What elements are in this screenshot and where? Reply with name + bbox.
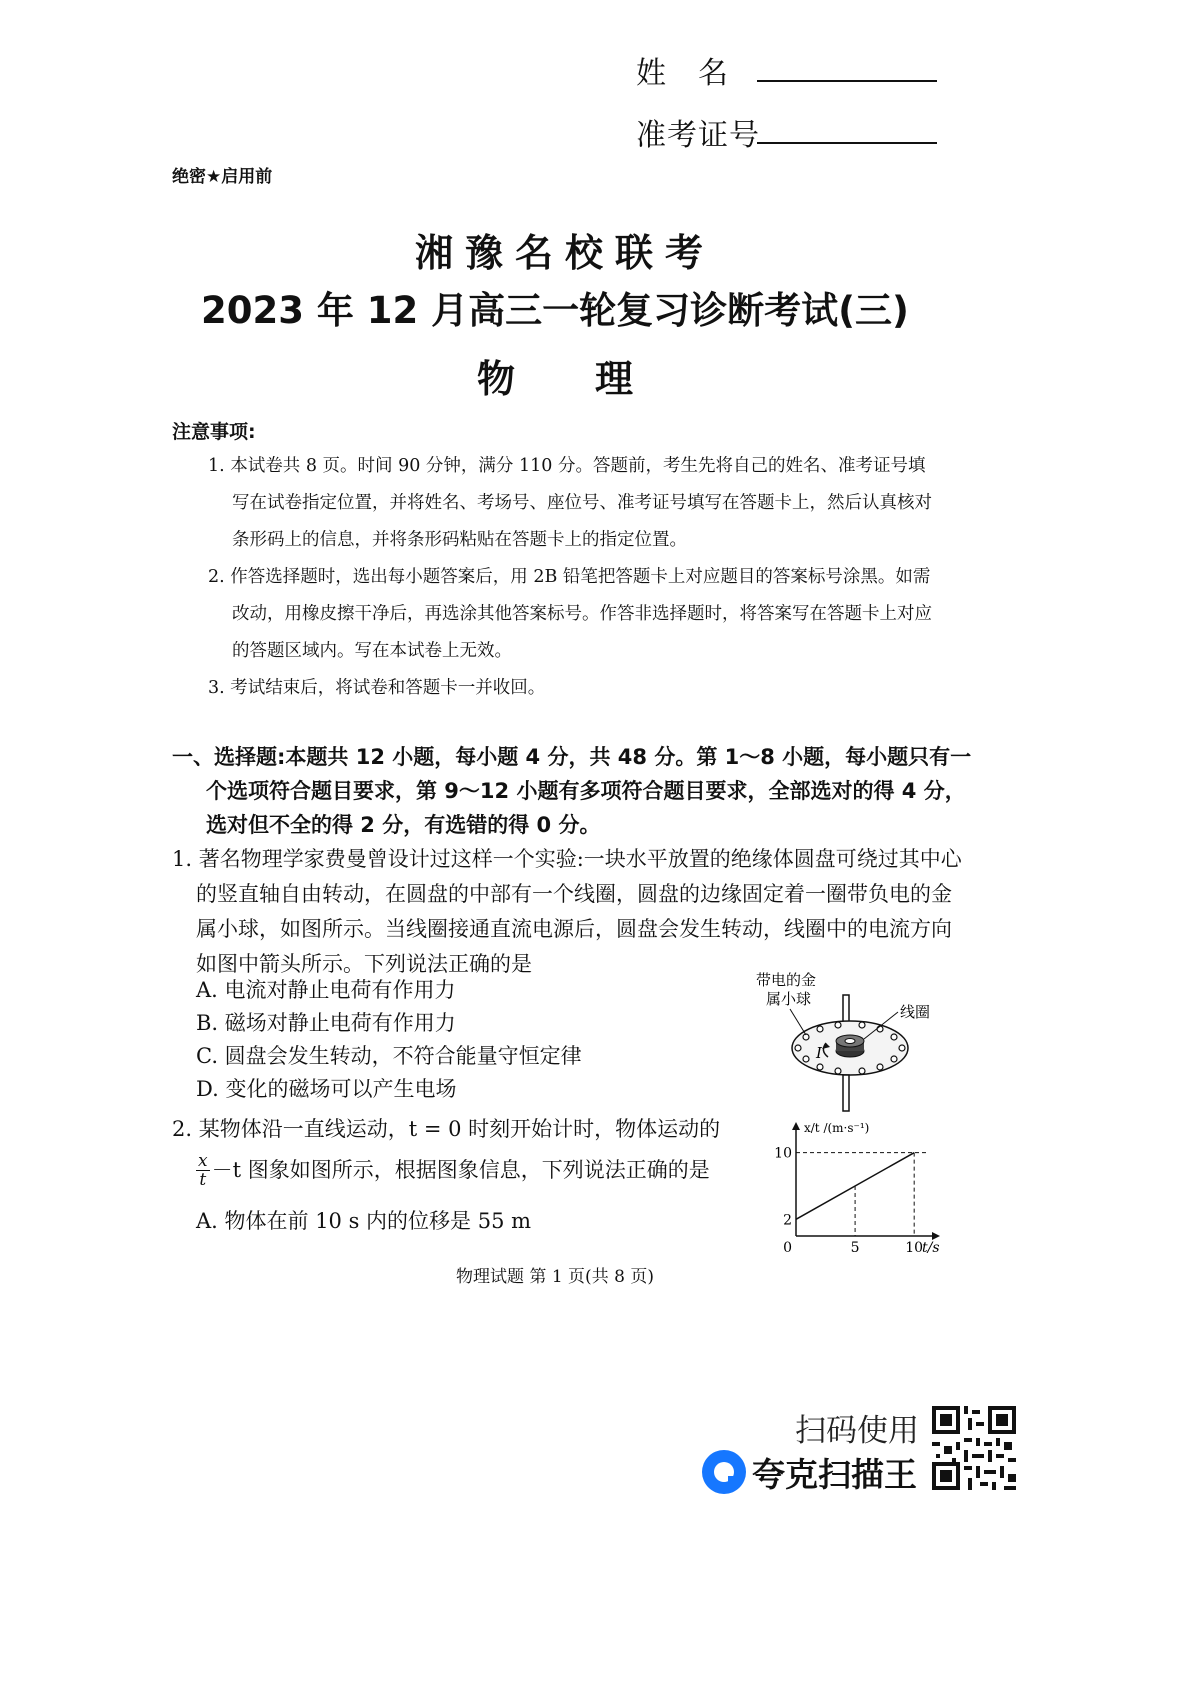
question-2-stem-b: －t 图象如图所示，根据图象信息，下列说法正确的是	[211, 1158, 710, 1182]
ball-leader	[790, 1009, 806, 1035]
question-1-options	[196, 974, 756, 1106]
note-item: 2. 作答选择题时，选出每小题答案后，用 2B 铅笔把答题卡上对应题目的答案标号涂黑。如需改动，用橡皮擦干净后，再选涂其他答案标号。作答非选择题时，将答案写在答题卡上对应的答题区域内。写在本试卷上无效。	[208, 567, 932, 661]
axis-rod-bottom	[843, 1075, 849, 1111]
subject-title: 物理	[476, 357, 713, 401]
x-axis-arrow	[932, 1232, 940, 1240]
current-label: I	[816, 1044, 822, 1062]
name-label: 姓 名	[636, 56, 729, 91]
exam-subtitle: 2023 年 12 月高三一轮复习诊断考试(三)	[201, 289, 909, 332]
scan-text: 扫码使用	[795, 1413, 919, 1449]
note-item: 3. 考试结束后，将试卷和答题卡一并收回。	[208, 678, 546, 698]
note-item: 1. 本试卷共 8 页。时间 90 分钟，满分 110 分。答题前，考生先将自己的姓名、准考证号填写在试卷指定位置，并将姓名、考场号、座位号、准考证号填写在答题卡上，然后认真核对条形码上的信息，并将条形码粘贴在答题卡上的指定位置。	[208, 456, 932, 550]
x-tick-label: 10	[905, 1240, 924, 1256]
y-tick-label: 2	[783, 1212, 792, 1229]
option-a[interactable]: A. 电流对静止电荷有作用力	[196, 978, 456, 1002]
question-2-stem-b-row	[196, 1152, 776, 1189]
question-2-stem-a: 2. 某物体沿一直线运动，t = 0 时刻开始计时，物体运动的	[172, 1117, 721, 1141]
secret-mark: 绝密★启用前	[172, 167, 273, 187]
x-axis-label: t/s	[922, 1240, 940, 1256]
quark-logo-icon	[702, 1450, 746, 1494]
option-c[interactable]: C. 圆盘会发生转动，不符合能量守恒定律	[196, 1044, 582, 1068]
option-b[interactable]: B. 磁场对静止电荷有作用力	[196, 1011, 456, 1035]
ball-label-line1: 带电的金	[756, 971, 817, 989]
question-1-stem: 1. 著名物理学家费曼曾设计过这样一个实验:一块水平放置的绝缘体圆盘可绕过其中心的竖直轴自由转动，在圆盘的中部有一个线圈，圆盘的边缘固定着一圈带负电的金属小球，如图所示。当线圈接通直流电源后，圆盘会发生转动，线圈中的电流方向如图中箭头所示。下列说法正确的是	[172, 847, 962, 976]
x-tick-label: 0	[783, 1240, 792, 1256]
coil-label: 线圈	[900, 1003, 931, 1021]
option-d[interactable]: D. 变化的磁场可以产生电场	[196, 1077, 457, 1101]
y-axis-arrow	[792, 1122, 800, 1130]
exam-id-blank[interactable]	[757, 142, 937, 144]
page-footer: 物理试题 第 1 页(共 8 页)	[456, 1267, 654, 1287]
ball-label-line2: 属小球	[766, 990, 812, 1008]
disk-coil-figure	[750, 965, 950, 1115]
name-blank[interactable]	[757, 80, 937, 82]
exam-id-label: 准考证号	[636, 118, 760, 153]
x-tick-label: 5	[850, 1240, 860, 1256]
qr-code-icon[interactable]	[928, 1402, 1020, 1494]
brand-name: 夸克扫描王	[752, 1455, 917, 1494]
notes-heading: 注意事项:	[172, 421, 256, 443]
notes-list	[208, 448, 938, 707]
section-heading: 一、选择题:本题共 12 小题，每小题 4 分，共 48 分。第 1～8 小题，每小题只有一个选项符合题目要求，第 9～12 小题有多项符合题目要求，全部选对的得 4 分，选对但不全的得 2 分，有选错的得 0 分。	[172, 745, 972, 837]
q2-option-a[interactable]: A. 物体在前 10 s 内的位移是 55 m	[196, 1209, 532, 1233]
q2-fraction-den: t	[199, 1170, 207, 1190]
y-axis-label: x/t /(m·s⁻¹)	[804, 1121, 870, 1135]
q2-fraction-num: x	[198, 1151, 208, 1171]
exam-title: 湘豫名校联考	[414, 231, 715, 275]
y-tick-label: 10	[774, 1145, 792, 1162]
q2-fraction	[196, 1152, 210, 1189]
coil-hole	[845, 1039, 855, 1044]
xt-chart	[760, 1120, 950, 1260]
